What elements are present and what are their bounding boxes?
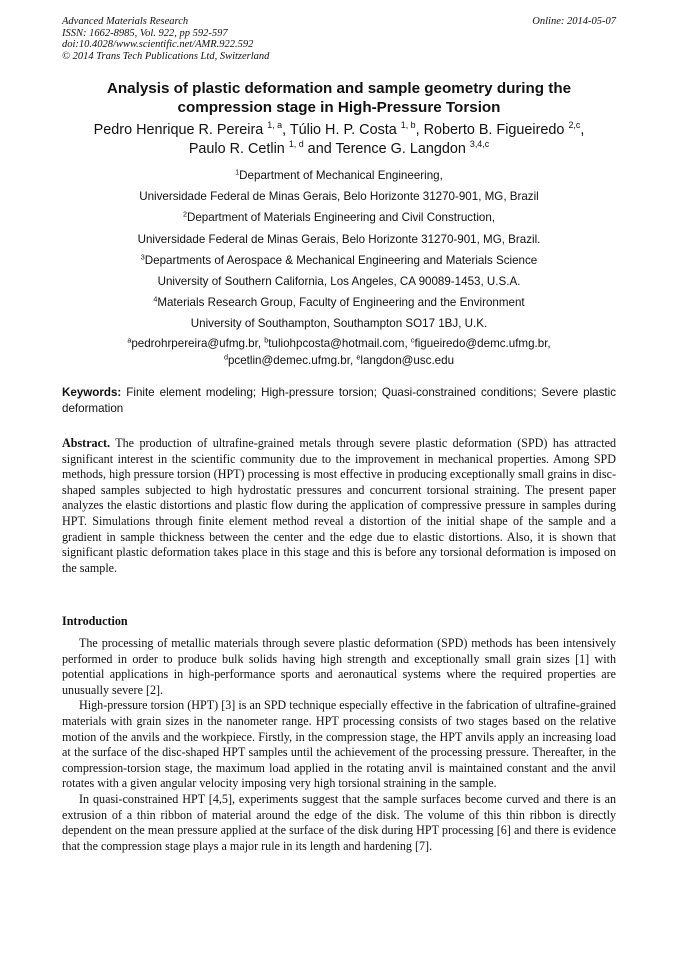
email-sup: b — [264, 335, 269, 345]
author-sep: and — [303, 141, 336, 157]
paragraph: In quasi-constrained HPT [4,5], experiments suggest that the sample surfaces become curved and there is an extrusion of a thin ribbon of material around the edge of the disk. The volume of this thin ribbon is directly dependent on the mean pressure applied at the surface of the disk during HPT processing [6] and there is evidence that the compression stage plays a major rule in its length and hardening [7]. — [62, 791, 616, 853]
journal-issn: ISSN: 1662-8985, Vol. 922, pp 592-597 — [62, 27, 228, 39]
affiliation-text: Materials Research Group, Faculty of Engineering and the Environment — [157, 296, 525, 310]
keywords-text: Finite element modeling; High-pressure torsion; Quasi-constrained conditions; Severe plastic deformation — [62, 386, 616, 415]
email-sup: a — [127, 335, 132, 345]
author-sup: 1, d — [288, 139, 304, 150]
author-sup: 1, a — [267, 120, 283, 131]
paragraph: High-pressure torsion (HPT) [3] is an SPD technique especially effective in the fabrication of ultrafine-grained materials with grain sizes in the nanometer range. HPT processing consists of two stages based on the relative motion of the anvils and the workpiece. Firstly, in the compression stage, the HPT anvils apply an increasing load at the surface of the disc-shaped HPT samples until the achievement of the processing pressure. Thereafter, in the compression-torsion stage, the maximum load applied in the rotating anvil is maintained constant and the anvil rotates with a given angular velocity imposing very high torsional straining in the sample. — [62, 698, 616, 791]
affiliation-line: Universidade Federal de Minas Gerais, Belo Horizonte 31270-901, MG, Brazil. — [137, 232, 541, 246]
paper-title-line: compression stage in High-Pressure Torsion — [177, 99, 501, 116]
journal-header — [62, 16, 269, 62]
paper-title-line: Analysis of plastic deformation and sample geometry during the — [106, 80, 572, 97]
journal-doi: doi:10.4028/www.scientific.net/AMR.922.592 — [62, 39, 254, 50]
email-address[interactable]: figueiredo@demc.ufmg.br — [414, 337, 548, 350]
keywords-label: Keywords: — [62, 386, 122, 399]
email-sup: c — [410, 335, 415, 345]
email-sep: , — [257, 337, 265, 350]
introduction-body — [62, 636, 616, 854]
affiliation-text: Departments of Aerospace & Mechanical Engineering and Materials Science — [144, 253, 538, 267]
email-address[interactable]: pcetlin@demec.ufmg.br — [227, 353, 350, 367]
author-name: Paulo R. Cetlin — [188, 141, 285, 157]
author-name: Pedro Henrique R. Pereira — [93, 122, 264, 138]
affiliation-line — [62, 165, 616, 186]
email-sep: , — [404, 337, 411, 350]
email-address[interactable]: langdon@usc.edu — [360, 353, 455, 367]
author-name: Túlio H. P. Costa — [289, 122, 397, 138]
paragraph: The processing of metallic materials through severe plastic deformation (SPD) methods has been intensively performed in order to produce bulk solids having high strength and exceptionally small grain sizes [1] with potential applications in high-performance sports and aeronautical systems where the required properties are unusually severe [2]. — [62, 636, 616, 697]
author-sup: 2,c — [568, 120, 581, 131]
abstract-text: The production of ultrafine-grained metals through severe plastic deformation (SPD) has attracted significant interest in the scientific community due to the improvement in mechanical properties. Among SPD methods, high pressure torsion (HPT) processing is most effective in producing exceptionally small grains in disc-shaped samples subjected to high hydrostatic pressures and concurrent torsional straining. The present paper analyzes the elastic distortions and plastic flow during the application of compressive pressure in samples during HPT. Simulations through finite element method reveal a distortion of the initial shape of the sample and a gradient in sample thickness between the center and the edge due to elastic distortions. Also, it is shown that significant plastic deformation takes place in this stage and this is before any torsional deformation is imposed on the sample. — [62, 436, 616, 575]
email-sup: d — [223, 351, 228, 361]
email-sep: , — [547, 337, 551, 350]
affiliation-text: Department of Mechanical Engineering, — [239, 169, 443, 182]
author-name: Roberto B. Figueiredo — [423, 122, 565, 138]
journal-copyright: © 2014 Trans Tech Publications Ltd, Switzerland — [62, 50, 270, 62]
email-sep: , — [349, 353, 357, 367]
author-sep: , — [282, 122, 290, 138]
author-sep: , — [415, 122, 424, 138]
affiliation-text: Department of Materials Engineering and Civil Construction, — [186, 211, 496, 225]
affiliation-line: Universidade Federal de Minas Gerais, Belo Horizonte 31270-901, MG, Brazil — [139, 190, 539, 204]
abstract-label: Abstract. — [62, 436, 111, 450]
journal-name: Advanced Materials Research — [62, 16, 189, 27]
abstract — [62, 436, 616, 576]
author-list — [62, 121, 616, 159]
affiliation-line: University of Southampton, Southampton SO17 1BJ, U.K. — [190, 317, 488, 331]
author-sup: 1, b — [400, 120, 416, 131]
author-name: Terence G. Langdon — [335, 141, 466, 157]
email-list — [62, 336, 616, 369]
email-address[interactable]: tuliohpcosta@hotmail.com — [268, 337, 405, 350]
affiliation-line — [62, 292, 616, 313]
email-address[interactable]: pedrohrpereira@ufmg.br — [131, 337, 258, 350]
affiliation-sup: 4 — [153, 294, 158, 304]
affiliation-sup: 3 — [140, 252, 145, 262]
keywords — [62, 385, 616, 416]
affiliation-line — [62, 207, 616, 228]
online-date: Online: 2014-05-07 — [532, 16, 616, 27]
affiliation-line — [62, 250, 616, 271]
author-sep: , — [580, 122, 585, 138]
paper-title — [62, 79, 616, 117]
affiliation-sup: 2 — [182, 209, 187, 219]
email-sup: e — [356, 351, 361, 361]
affiliation-list — [62, 165, 616, 335]
affiliation-sup: 1 — [235, 167, 240, 177]
author-sup: 3,4,c — [469, 139, 490, 150]
affiliation-line: University of Southern California, Los Angeles, CA 90089-1453, U.S.A. — [157, 275, 521, 289]
section-heading: Introduction — [62, 614, 128, 628]
